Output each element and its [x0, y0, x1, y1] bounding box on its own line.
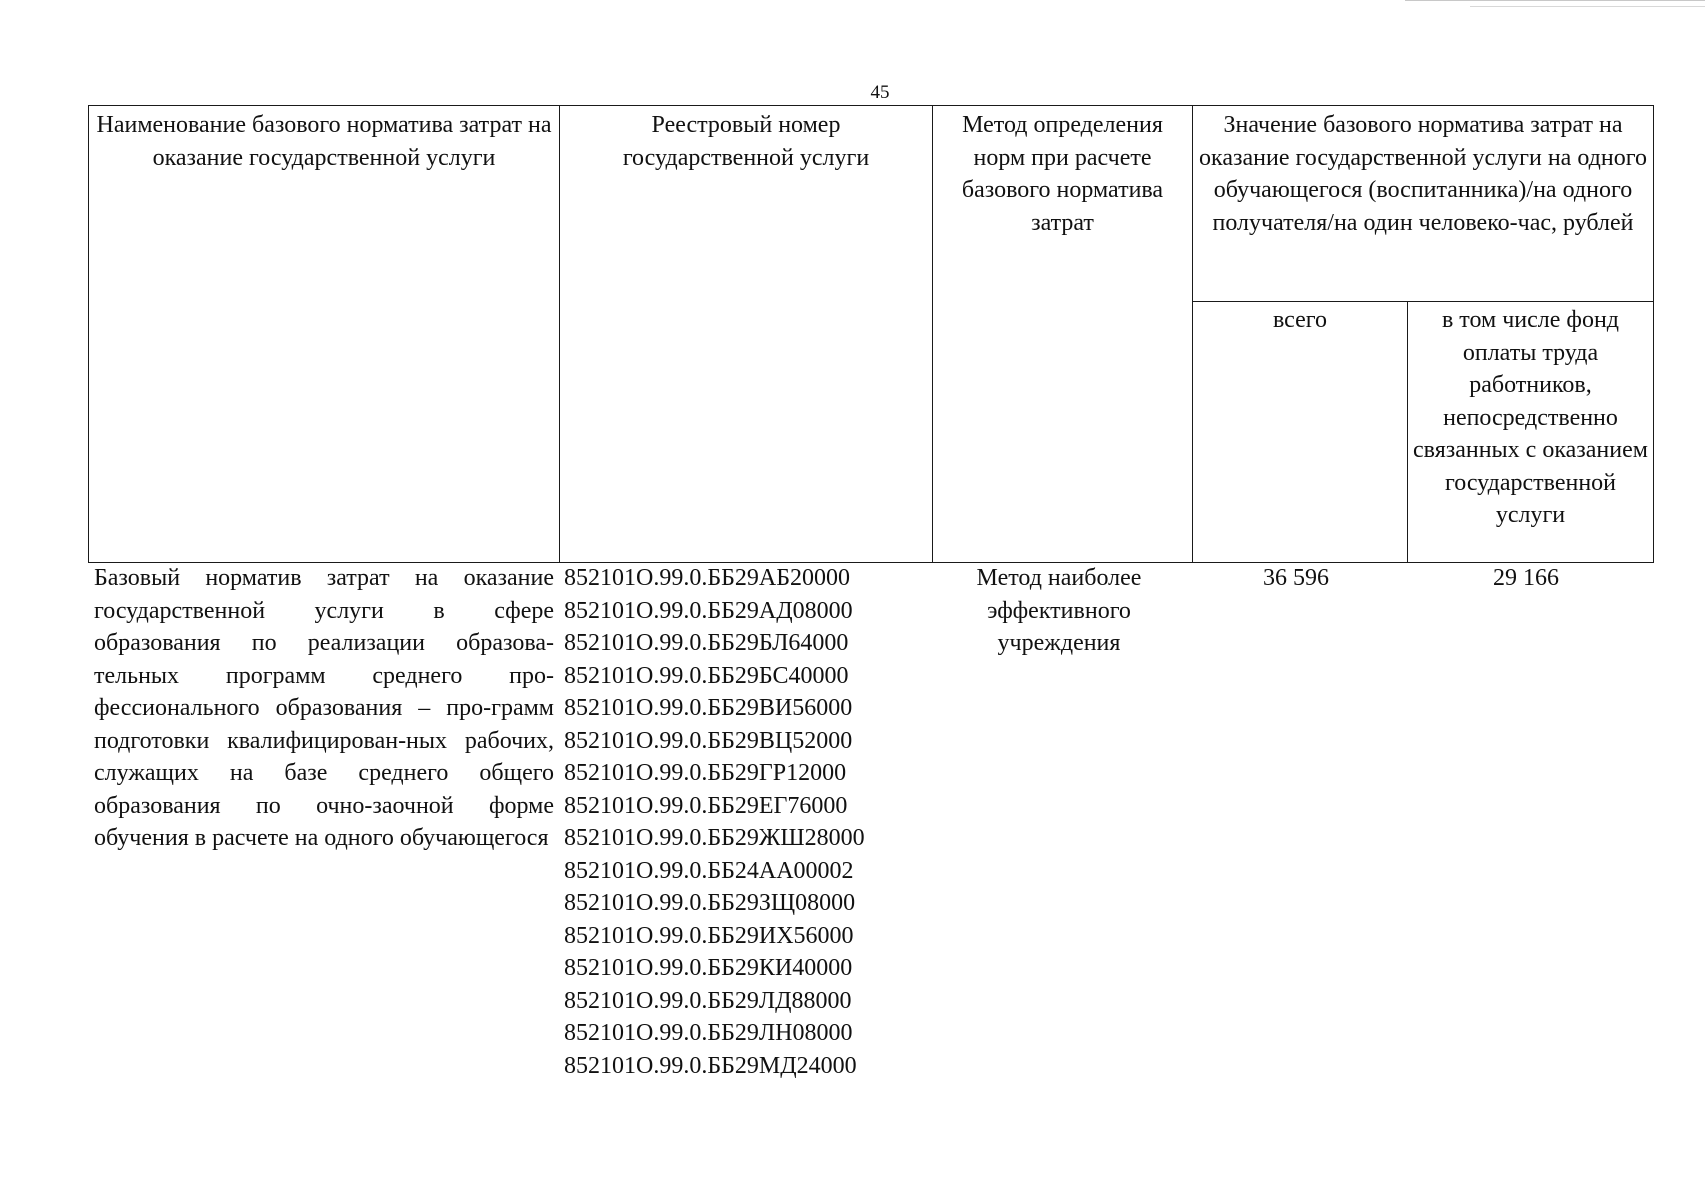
- registry-code: 852101О.99.0.ББ29ЕГ76000: [564, 792, 848, 819]
- registry-code: 852101О.99.0.ББ29АД08000: [564, 597, 853, 624]
- scan-edge-line: [1470, 6, 1705, 7]
- header-method-cell: Метод определения норм при расчете базового норматива затрат: [933, 106, 1193, 563]
- registry-code: 852101О.99.0.ББ29БЛ64000: [564, 630, 849, 656]
- registry-code: 852101О.99.0.ББ29ГР12000: [564, 760, 847, 786]
- header-value-cell: Значение базового норматива затрат на оказание государственной услуги на одного обучающегося (воспитанника)/на одного получателя/на один человеко-час, рублей: [1193, 106, 1654, 302]
- registry-code: 852101О.99.0.ББ29КИ40000: [564, 955, 853, 981]
- page-number: 45: [870, 82, 890, 103]
- registry-code: 852101О.99.0.ББ24АА00002: [564, 857, 854, 884]
- registry-code: 852101О.99.0.ББ29ЛН08000: [564, 1020, 853, 1046]
- registry-code: 852101О.99.0.ББ29МД24000: [564, 1052, 857, 1079]
- header-name-cell: Наименование базового норматива затрат на оказание государственной услуги: [89, 106, 560, 563]
- scan-edge-line: [1405, 0, 1705, 1]
- registry-code: 852101О.99.0.ББ29ВЦ52000: [564, 727, 853, 754]
- registry-code: 852101О.99.0.ББ29АБ20000: [564, 565, 851, 591]
- registry-code: 852101О.99.0.ББ29ВИ56000: [564, 695, 853, 721]
- registry-code: 852101О.99.0.ББ29БС40000: [564, 662, 849, 689]
- registry-code: 852101О.99.0.ББ29ЖШ28000: [564, 825, 865, 851]
- registry-code: 852101О.99.0.ББ29ЗЩ08000: [564, 890, 856, 916]
- row-total-value: 36 596: [1263, 565, 1329, 591]
- header-wage-cell: в том числе фонд оплаты труда работников, непосредственно связанных с оказанием государственной услуги: [1408, 302, 1654, 563]
- header-total-cell: всего: [1193, 302, 1408, 563]
- registry-code: 852101О.99.0.ББ29ИХ56000: [564, 922, 854, 949]
- registry-codes-list: [564, 562, 934, 1082]
- table-header: [88, 105, 1654, 563]
- row-method-cell: Метод наиболее эффективного учреждения: [976, 565, 1142, 656]
- row-wage-value: 29 166: [1493, 565, 1559, 591]
- header-registry-cell: Реестровый номер государственной услуги: [560, 106, 933, 563]
- registry-code: 852101О.99.0.ББ29ЛД88000: [564, 987, 852, 1014]
- row-name-cell: Базовый норматив затрат на оказание государственной услуги в сфере образования по реализации образова-тельных программ среднего про-фессионального образования – про-грамм подготовки квалифицирован-ных рабочих, служащих на базе среднего общего образования по очно-заочной форме обучения в расчете на одного обучающегося: [94, 565, 554, 851]
